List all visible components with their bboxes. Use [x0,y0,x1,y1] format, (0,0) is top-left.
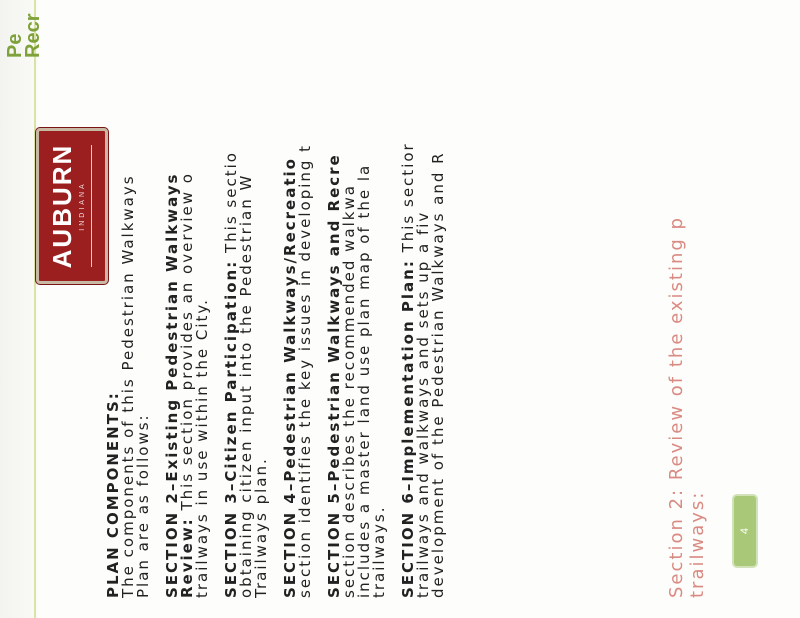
auburn-logo [36,128,108,284]
section-2-heading-line-1: Section 2: Review of the existing p [666,216,687,598]
section-3-text: This sectio [222,151,240,260]
section-3-label: SECTION 3–Citizen Participation: [222,259,240,598]
section-2-label-cont: Review: [178,517,196,598]
section-5-text-3: trailways. [370,505,388,598]
logo-divider [91,145,92,267]
section-2-label: SECTION 2–Existing Pedestrian Walkways [163,172,181,598]
intro-line-1: The components of this Pedestrian Walkways [119,174,137,598]
section-6-text: This sectior [399,142,417,260]
section-6-text-3: development of the Pedestrian Walkways and R [429,151,447,598]
section-3-summary [224,0,269,598]
section-6-summary [401,0,446,598]
page-number: 4 [732,494,758,568]
logo-state: INDIANA [79,181,86,231]
plan-components-intro [121,0,151,598]
section-2-text: This section provides an overview o [178,172,196,518]
section-5-text: section describes the recommended walkwa [340,184,358,598]
section-3-text-3: Trailways plan. [252,457,270,598]
section-2-summary [165,0,210,598]
section-4-label: SECTION 4–Pedestrian Walkways/Recreatio [281,157,299,598]
intro-line-2: Plan are as follows: [134,413,152,598]
section-5-summary [327,0,387,598]
section-5-text-2: includes a master land use plan map of the la [355,163,373,598]
section-6-text-2: trailways and walkways and sets up a fiv [414,210,432,598]
section-2-text-cont: trailways in use within the City. [193,298,211,598]
header-band [0,0,38,618]
section-5-label: SECTION 5–Pedestrian Walkways and Recre [325,153,343,598]
section-2-heading-line-2: trailways: [687,490,708,598]
page-title-line-1: Pe [4,33,26,58]
section-6-label: SECTION 6–Implementation Plan: [399,259,417,598]
logo-name: AUBURN [47,143,77,269]
section-3-text-2: obtaining citizen input into the Pedestrian W [237,173,255,598]
section-4-text: section identifies the key issues in developing t [296,143,314,598]
page-title-line-2: Recr [22,13,44,58]
plan-components-heading: PLAN COMPONENTS: [104,391,122,598]
section-4-summary [283,0,313,598]
body-text [106,0,460,598]
header-rule [34,0,36,618]
section-2-heading [666,0,708,598]
